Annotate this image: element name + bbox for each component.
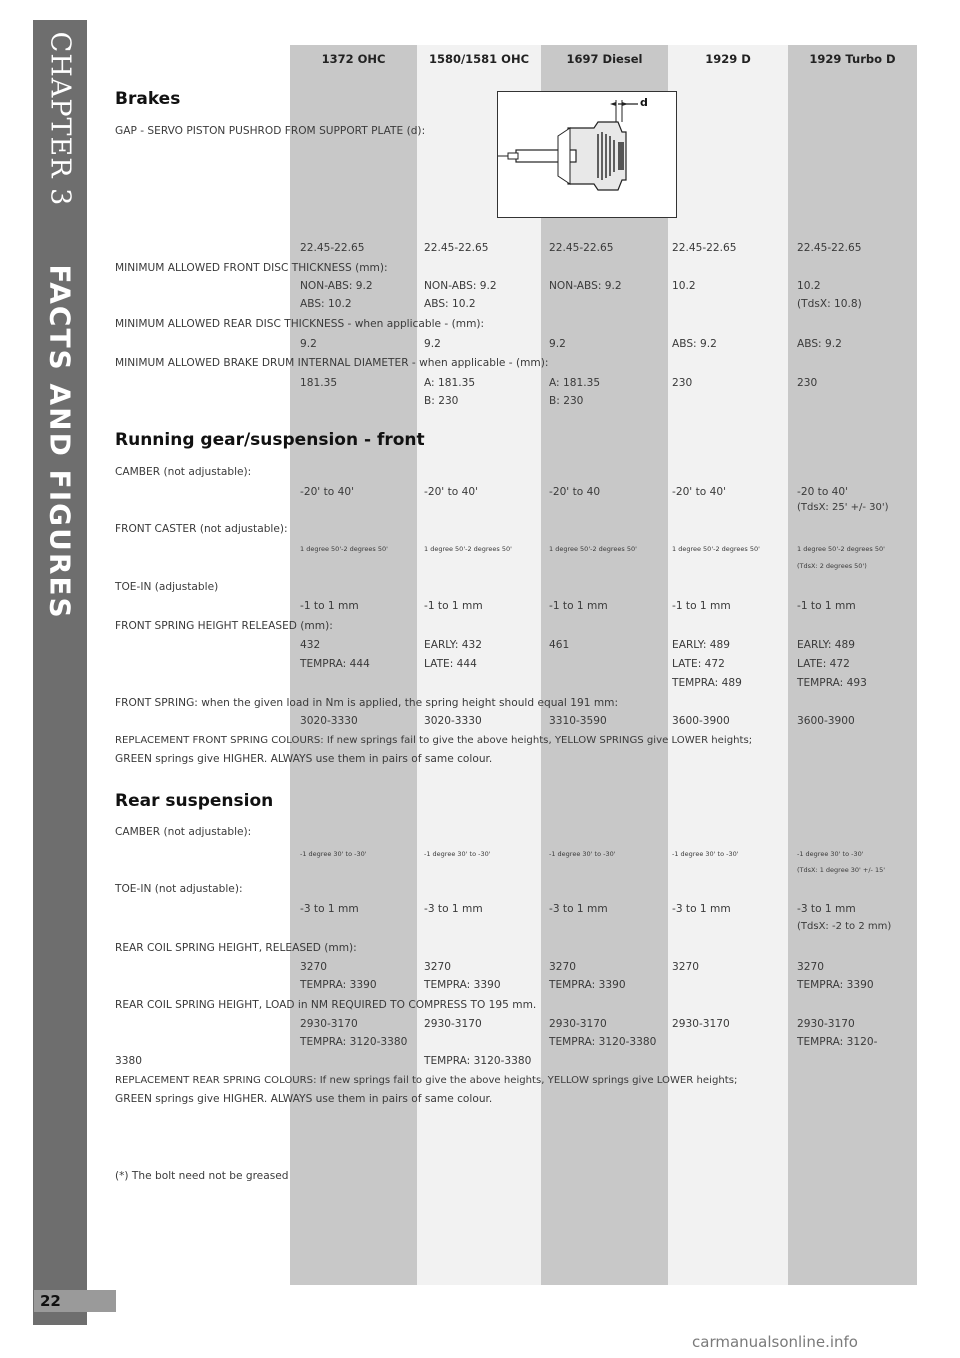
- spec-value: NON-ABS: 9.2: [549, 280, 622, 292]
- spec-value: -3 to 1 mm: [424, 903, 483, 915]
- spec-note: REPLACEMENT REAR SPRING COLOURS: If new springs fail to give the above heights, YELLOW springs give LOWER heights;: [115, 1075, 738, 1086]
- spec-value: TEMPRA: 493: [797, 677, 867, 689]
- spec-value: 1 degree 50'-2 degrees 50': [300, 545, 388, 553]
- spec-value: 3310-3590: [549, 715, 607, 727]
- spec-label: FRONT SPRING HEIGHT RELEASED (mm):: [115, 620, 333, 632]
- spec-value: LATE: 444: [424, 658, 477, 670]
- spec-label: REAR COIL SPRING HEIGHT, RELEASED (mm):: [115, 942, 357, 954]
- spec-value: ABS: 10.2: [424, 298, 476, 310]
- spec-note: REPLACEMENT FRONT SPRING COLOURS: If new springs fail to give the above heights, YELLOW SPRINGS give LOWER heights;: [115, 735, 753, 746]
- spec-value: TEMPRA: 489: [672, 677, 742, 689]
- section-heading: Rear suspension: [115, 791, 274, 811]
- spec-value: 3270: [549, 961, 576, 973]
- spec-value: (TdsX: -2 to 2 mm): [797, 921, 892, 932]
- spec-value: 1 degree 50'-2 degrees 50': [797, 545, 885, 553]
- spec-label: CAMBER (not adjustable):: [115, 466, 252, 478]
- chapter-title-label: FACTS AND FIGURES: [43, 264, 77, 620]
- column-header: 1929 Turbo D: [809, 52, 896, 66]
- spec-value: -20 to 40': [797, 486, 849, 498]
- spec-value: (TdsX: 10.8): [797, 298, 862, 310]
- spec-value: EARLY: 432: [424, 639, 483, 651]
- spec-value: 22.45-22.65: [300, 242, 365, 254]
- spec-value: 22.45-22.65: [672, 242, 737, 254]
- spec-value: 22.45-22.65: [797, 242, 862, 254]
- spec-value: 230: [797, 377, 818, 389]
- spec-value: 3270: [797, 961, 824, 973]
- spec-value: 432: [300, 639, 321, 651]
- spec-value: 2930-3170: [549, 1018, 607, 1030]
- spec-note: GREEN springs give HIGHER. ALWAYS use them in pairs of same colour.: [115, 753, 493, 765]
- spec-value: -20' to 40': [300, 486, 354, 498]
- spec-value: A: 181.35: [549, 377, 601, 389]
- footnote: (*) The bolt need not be greased: [115, 1170, 289, 1182]
- spec-label: REAR COIL SPRING HEIGHT, LOAD in NM REQUIRED TO COMPRESS TO 195 mm.: [115, 999, 537, 1011]
- section-heading: Brakes: [115, 89, 181, 109]
- spec-value: 230: [672, 377, 693, 389]
- spec-value: 3380: [115, 1055, 142, 1067]
- spec-value: 9.2: [424, 338, 441, 350]
- spec-label: CAMBER (not adjustable):: [115, 826, 252, 838]
- spec-value: 3600-3900: [672, 715, 730, 727]
- spec-value: 3020-3330: [300, 715, 358, 727]
- spec-value: NON-ABS: 9.2: [424, 280, 497, 292]
- spec-value: -20' to 40: [549, 486, 601, 498]
- spec-value: 3270: [424, 961, 451, 973]
- spec-value: -1 to 1 mm: [424, 600, 483, 612]
- servo-diagram-drawing: [498, 92, 676, 217]
- spec-value: TEMPRA: 3390: [549, 979, 626, 991]
- spec-value: -1 degree 30' to -30': [424, 850, 491, 858]
- spec-value: 3270: [300, 961, 327, 973]
- spec-value: 181.35: [300, 377, 338, 389]
- spec-value: 3270: [672, 961, 699, 973]
- spec-value: 22.45-22.65: [549, 242, 614, 254]
- spec-label: MINIMUM ALLOWED REAR DISC THICKNESS - when applicable - (mm):: [115, 318, 485, 330]
- spec-value: B: 230: [424, 395, 459, 407]
- spec-value: TEMPRA: 3390: [797, 979, 874, 991]
- spec-value: 2930-3170: [300, 1018, 358, 1030]
- spec-value: 1 degree 50'-2 degrees 50': [424, 545, 512, 553]
- spec-value: TEMPRA: 3120-3380: [424, 1055, 532, 1067]
- spec-value: -3 to 1 mm: [300, 903, 359, 915]
- spec-value: -3 to 1 mm: [549, 903, 608, 915]
- spec-label: MINIMUM ALLOWED BRAKE DRUM INTERNAL DIAMETER - when applicable - (mm):: [115, 357, 549, 369]
- spec-value: TEMPRA: 3390: [424, 979, 501, 991]
- spec-value: TEMPRA: 3120-3380: [300, 1036, 408, 1048]
- spec-value: 9.2: [549, 338, 566, 350]
- spec-value: TEMPRA: 3120-: [797, 1036, 878, 1048]
- spec-value: -3 to 1 mm: [797, 903, 856, 915]
- spec-value: (TdsX: 1 degree 30' +/- 15': [797, 866, 886, 874]
- spec-value: B: 230: [549, 395, 584, 407]
- column-header: 1697 Diesel: [566, 52, 643, 66]
- spec-label: GAP - SERVO PISTON PUSHROD FROM SUPPORT PLATE (d):: [115, 125, 426, 137]
- servo-pushrod-diagram: [497, 91, 677, 218]
- column-header: 1372 OHC: [321, 52, 386, 66]
- spec-label: TOE-IN (not adjustable):: [115, 883, 243, 895]
- spec-value: 3600-3900: [797, 715, 855, 727]
- spec-value: -1 degree 30' to -30': [549, 850, 616, 858]
- spec-value: -3 to 1 mm: [672, 903, 731, 915]
- spec-value: EARLY: 489: [797, 639, 856, 651]
- spec-value: 2930-3170: [797, 1018, 855, 1030]
- spec-value: EARLY: 489: [672, 639, 731, 651]
- spec-value: 2930-3170: [672, 1018, 730, 1030]
- spec-value: 1 degree 50'-2 degrees 50': [549, 545, 637, 553]
- spec-label: MINIMUM ALLOWED FRONT DISC THICKNESS (mm):: [115, 262, 388, 274]
- spec-value: -20' to 40': [672, 486, 726, 498]
- spec-value: A: 181.35: [424, 377, 476, 389]
- spec-value: -1 to 1 mm: [672, 600, 731, 612]
- spec-label: TOE-IN (adjustable): [115, 581, 219, 593]
- spec-value: TEMPRA: 444: [300, 658, 370, 670]
- spec-value: LATE: 472: [797, 658, 850, 670]
- spec-value: (TdsX: 25' +/- 30'): [797, 502, 889, 513]
- spec-value: -1 to 1 mm: [549, 600, 608, 612]
- spec-value: 10.2: [672, 280, 696, 292]
- spec-value: 22.45-22.65: [424, 242, 489, 254]
- chapter-number-label: CHAPTER 3: [44, 31, 76, 207]
- spec-label: FRONT CASTER (not adjustable):: [115, 523, 288, 535]
- spec-value: TEMPRA: 3120-3380: [549, 1036, 657, 1048]
- dimension-label: d: [640, 96, 648, 109]
- spec-value: -1 to 1 mm: [797, 600, 856, 612]
- spec-value: ABS: 9.2: [672, 338, 717, 350]
- spec-value: 2930-3170: [424, 1018, 482, 1030]
- column-bg-1697: [541, 45, 668, 1285]
- spec-value: ABS: 9.2: [797, 338, 842, 350]
- spec-value: 1 degree 50'-2 degrees 50': [672, 545, 760, 553]
- spec-value: 461: [549, 639, 570, 651]
- section-heading: Running gear/suspension - front: [115, 430, 425, 450]
- spec-value: NON-ABS: 9.2: [300, 280, 373, 292]
- spec-value: ABS: 10.2: [300, 298, 352, 310]
- spec-value: (TdsX: 2 degrees 50'): [797, 562, 867, 570]
- spec-value: -20' to 40': [424, 486, 478, 498]
- spec-value: -1 degree 30' to -30': [672, 850, 739, 858]
- column-header: 1929 D: [705, 52, 751, 66]
- page-number: 22: [34, 1290, 116, 1312]
- spec-value: TEMPRA: 3390: [300, 979, 377, 991]
- spec-label: FRONT SPRING: when the given load in Nm is applied, the spring height should equal 191 mm:: [115, 697, 619, 709]
- spec-value: 9.2: [300, 338, 317, 350]
- spec-value: -1 to 1 mm: [300, 600, 359, 612]
- watermark: carmanualsonline.info: [692, 1333, 858, 1351]
- spec-value: 3020-3330: [424, 715, 482, 727]
- spec-value: -1 degree 30' to -30': [797, 850, 864, 858]
- spec-note: GREEN springs give HIGHER. ALWAYS use them in pairs of same colour.: [115, 1093, 493, 1105]
- spec-value: -1 degree 30' to -30': [300, 850, 367, 858]
- column-header: 1580/1581 OHC: [428, 52, 530, 66]
- spec-value: 10.2: [797, 280, 821, 292]
- spec-value: LATE: 472: [672, 658, 725, 670]
